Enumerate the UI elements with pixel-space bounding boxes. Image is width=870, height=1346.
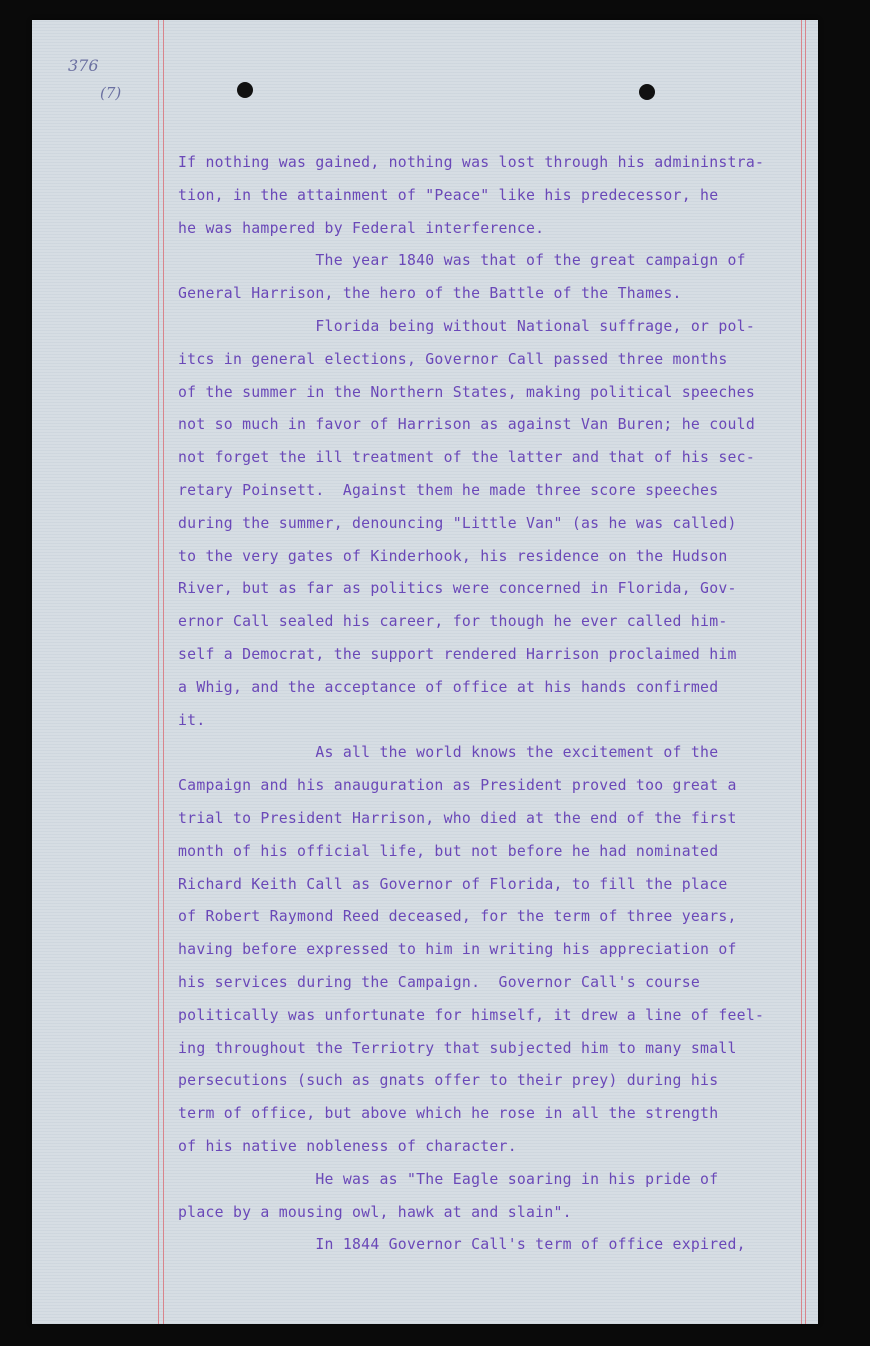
text-line: tion, in the attainment of "Peace" like his predecessor, he — [178, 186, 719, 204]
text-line: self a Democrat, the support rendered Harrison proclaimed him — [178, 645, 737, 663]
text-line: ernor Call sealed his career, for though he ever called him- — [178, 613, 728, 631]
text-line: of the summer in the Northern States, making political speeches — [178, 383, 755, 401]
text-line: He was as "The Eagle soaring in his pride of — [178, 1170, 719, 1188]
punch-hole-right — [639, 84, 655, 100]
text-line: to the very gates of Kinderhook, his residence on the Hudson — [178, 547, 728, 565]
text-line: ing throughout the Terriotry that subjected him to many small — [178, 1039, 737, 1057]
text-line: he was hampered by Federal interference. — [178, 219, 545, 237]
text-line: of Robert Raymond Reed deceased, for the term of three years, — [178, 908, 737, 926]
text-line: General Harrison, the hero of the Battle of the Thames. — [178, 285, 682, 303]
text-line: persecutions (such as gnats offer to their prey) during his — [178, 1072, 719, 1090]
text-line: not forget the ill treatment of the latter and that of his sec- — [178, 449, 755, 467]
page-number: (7) — [100, 84, 122, 102]
text-line: As all the world knows the excitement of the — [178, 744, 719, 762]
text-line: politically was unfortunate for himself, it drew a line of feel- — [178, 1006, 765, 1024]
folio-number: 376 — [68, 56, 99, 75]
document-page — [32, 20, 818, 1324]
text-line: In 1844 Governor Call's term of office expired, — [178, 1236, 746, 1254]
text-line: retary Poinsett. Against them he made three score speeches — [178, 481, 719, 499]
text-line: itcs in general elections, Governor Call passed three months — [178, 350, 728, 368]
punch-hole-left — [237, 82, 253, 98]
text-line: a Whig, and the acceptance of office at his hands confirmed — [178, 678, 719, 696]
typed-text-body — [178, 147, 828, 1262]
text-line: it. — [178, 711, 206, 729]
text-line: not so much in favor of Harrison as against Van Buren; he could — [178, 416, 755, 434]
text-line: during the summer, denouncing "Little Van" (as he was called) — [178, 514, 737, 532]
text-line: Campaign and his anauguration as President proved too great a — [178, 777, 737, 795]
text-line: having before expressed to him in writing his appreciation of — [178, 941, 737, 959]
text-line: month of his official life, but not before he had nominated — [178, 842, 719, 860]
text-line: trial to President Harrison, who died at the end of the first — [178, 809, 737, 827]
text-line: his services during the Campaign. Governor Call's course — [178, 973, 701, 991]
text-line: Florida being without National suffrage, or pol- — [178, 317, 755, 335]
left-margin-rule — [158, 20, 159, 1324]
text-line: River, but as far as politics were concerned in Florida, Gov- — [178, 580, 737, 598]
text-line: If nothing was gained, nothing was lost through his admininstra- — [178, 154, 765, 171]
text-line: Richard Keith Call as Governor of Florida, to fill the place — [178, 875, 728, 893]
text-line: The year 1840 was that of the great campaign of — [178, 252, 746, 270]
left-margin-rule-inner — [163, 20, 164, 1324]
text-line: of his native nobleness of character. — [178, 1137, 517, 1155]
text-line: place by a mousing owl, hawk at and slain". — [178, 1203, 572, 1221]
text-line: term of office, but above which he rose in all the strength — [178, 1105, 719, 1123]
